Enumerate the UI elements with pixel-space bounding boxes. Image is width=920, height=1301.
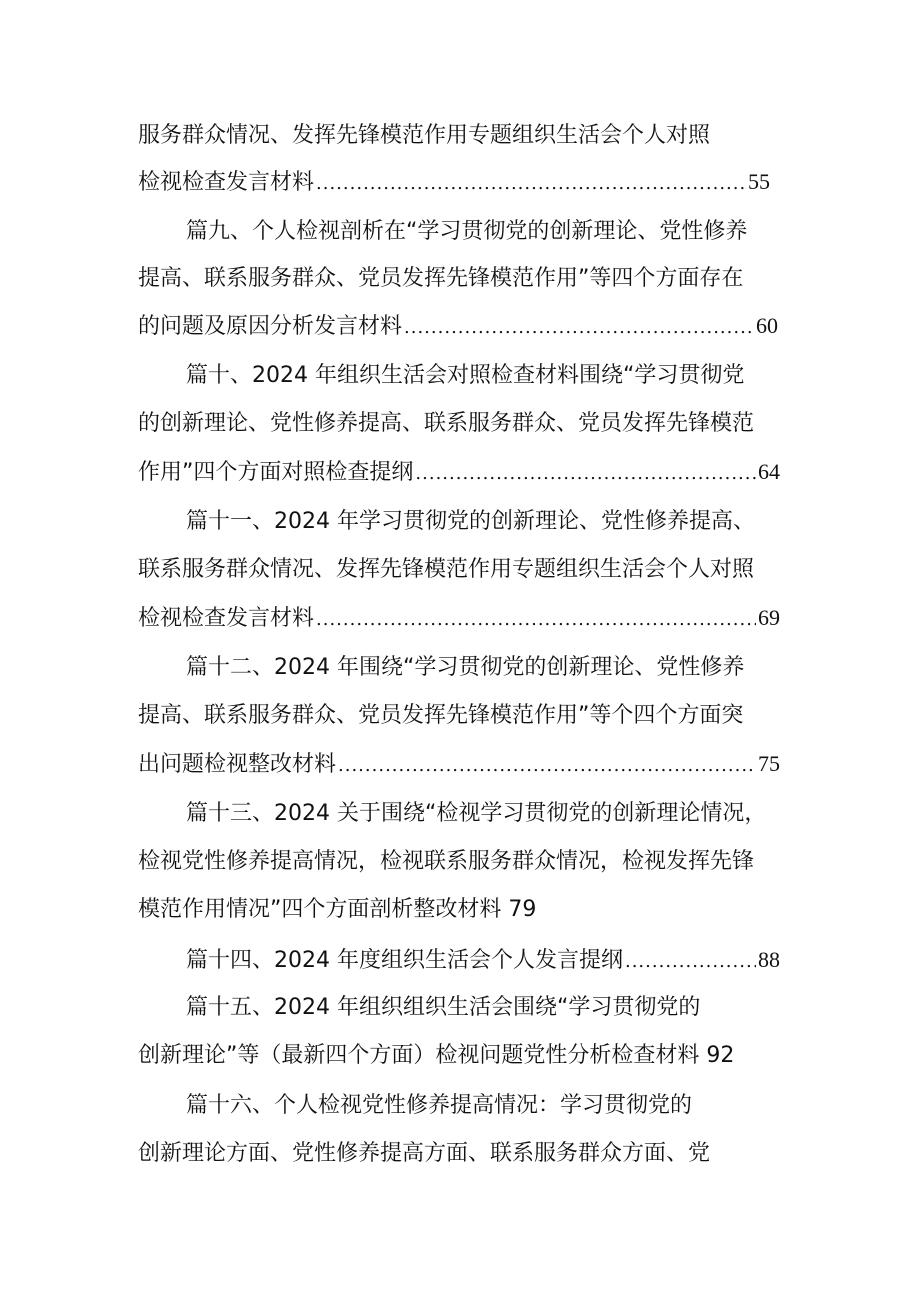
page-number: 55 [748, 169, 770, 194]
page-number: 69 [758, 605, 780, 630]
toc-text: 提高、联系服务群众、党员发挥先锋模范作用”等个四个方面突 [138, 703, 744, 728]
toc-line [186, 796, 766, 832]
toc-text: 篇十四、2024 年度组织生活会个人发言提纲 [186, 948, 623, 973]
toc-entry[interactable] [138, 746, 780, 782]
page-number: 88 [758, 947, 780, 972]
toc-text: 检视检查发言材料 [138, 170, 315, 195]
toc-text: 服务群众情况、发挥先锋模范作用专题组织生活会个人对照 [138, 123, 711, 148]
toc-text: 的创新理论、党性修养提高、联系服务群众、党员发挥先锋模范 [138, 411, 755, 436]
toc-entry[interactable] [138, 892, 536, 928]
toc-entry[interactable] [138, 164, 770, 200]
toc-text: 检视检查发言材料 [138, 606, 315, 631]
toc-text: 检视党性修养提高情况，检视联系服务群众情况，检视发挥先锋 [138, 849, 755, 874]
toc-line [138, 552, 754, 588]
dot-leader [404, 310, 754, 346]
toc-text: 篇十二、2024 年围绕“学习贯彻党的创新理论、党性修养 [186, 655, 745, 680]
toc-text: 篇十一、2024 年学习贯彻党的创新理论、党性修养提高、 [186, 509, 755, 534]
toc-line [186, 650, 744, 686]
toc-text: 出问题检视整改材料 [138, 752, 337, 777]
toc-line [186, 990, 700, 1026]
toc-text: 创新理论”等（最新四个方面）检视问题党性分析检查材料 92 [138, 1043, 735, 1068]
toc-line [138, 118, 710, 154]
toc-line [186, 504, 755, 540]
toc-text: 篇十、2024 年组织生活会对照检查材料围绕“学习贯彻党 [186, 363, 745, 388]
dot-leader [316, 602, 756, 638]
toc-entry[interactable] [138, 454, 780, 490]
dot-leader [316, 166, 746, 202]
toc-text: 篇十三、2024 关于围绕“检视学习贯彻党的创新理论情况， [186, 801, 767, 826]
page-number: 75 [758, 751, 780, 776]
page-number: 60 [756, 313, 778, 338]
toc-text: 篇九、个人检视剖析在“学习贯彻党的创新理论、党性修养 [186, 219, 748, 244]
toc-line [138, 698, 743, 734]
toc-text: 提高、联系服务群众、党员发挥先锋模范作用”等四个方面存在 [138, 266, 744, 291]
toc-entry[interactable] [138, 308, 778, 344]
toc-line [186, 214, 747, 250]
page-number: 64 [758, 459, 780, 484]
toc-text: 篇十五、2024 年组织组织生活会围绕“学习贯彻党的 [186, 995, 701, 1020]
toc-text: 作用”四个方面对照检查提纲 [138, 460, 414, 485]
toc-entry[interactable] [186, 942, 780, 978]
toc-line [138, 1136, 710, 1172]
toc-line [138, 261, 743, 297]
dot-leader [625, 944, 756, 980]
toc-line [186, 358, 744, 394]
toc-entry[interactable] [138, 600, 780, 636]
toc-text: 联系服务群众情况、发挥先锋模范作用专题组织生活会个人对照 [138, 557, 755, 582]
dot-leader [338, 748, 756, 784]
toc-text: 篇十六、个人检视党性修养提高情况：学习贯彻党的 [186, 1093, 693, 1118]
toc-text: 模范作用情况”四个方面剖析整改材料 79 [138, 897, 537, 922]
toc-line [138, 406, 754, 442]
toc-entry[interactable] [138, 1038, 734, 1074]
toc-text: 创新理论方面、党性修养提高方面、联系服务群众方面、党 [138, 1141, 711, 1166]
toc-line [138, 844, 754, 880]
toc-line [186, 1088, 692, 1124]
toc-text: 的问题及原因分析发言材料 [138, 314, 403, 339]
dot-leader [415, 456, 756, 492]
